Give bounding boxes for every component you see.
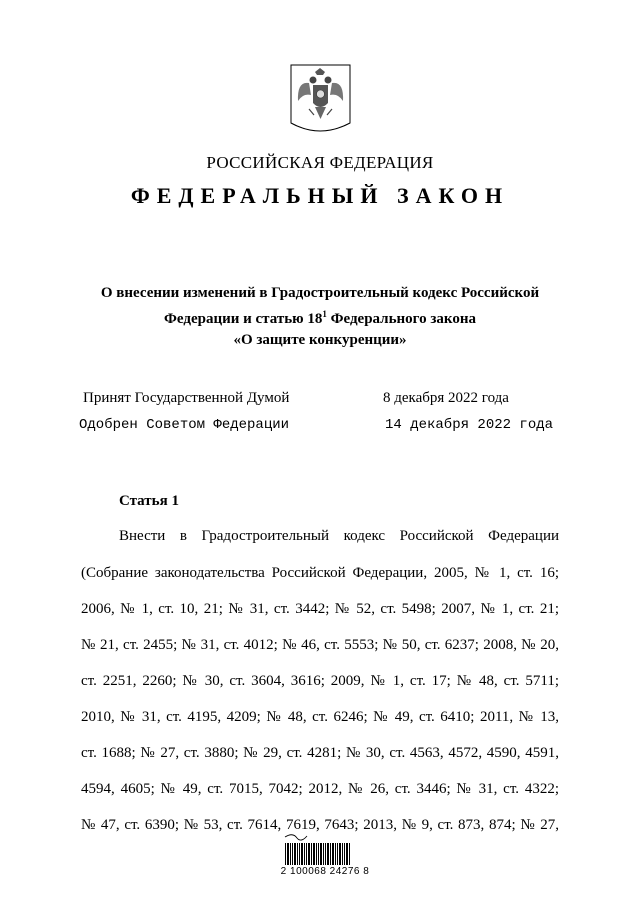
council-approval-date: 14 декабря 2022 года — [385, 417, 554, 433]
duma-adoption-label: Принят Государственной Думой — [83, 390, 290, 406]
article-text-line: 2006, № 1, ст. 10, 21; № 31, ст. 3442; № 52, ст. 5498; 2007, № 1, ст. 21; — [81, 601, 559, 617]
law-title-line-1: О внесении изменений в Градостроительный кодекс Российской — [100, 285, 540, 301]
article-superscript: 1 — [322, 309, 327, 319]
law-title-line-3: «О защите конкуренции» — [233, 332, 407, 348]
coat-of-arms-emblem — [289, 63, 352, 137]
country-heading: РОССИЙСКАЯ ФЕДЕРАЦИЯ — [206, 153, 434, 172]
law-title-line-2 — [60, 304, 580, 330]
law-title — [60, 283, 580, 351]
law-title-line-2-suffix: Федерального закона — [326, 311, 476, 327]
document-type-heading: ФЕДЕРАЛЬНЫЙ ЗАКОН — [130, 183, 510, 208]
article-text-line: ст. 2251, 2260; № 30, ст. 3604, 3616; 2009, № 1, ст. 17; № 48, ст. 5711; — [81, 673, 559, 689]
duma-adoption-date: 8 декабря 2022 года — [383, 390, 509, 406]
article-text-line: № 47, ст. 6390; № 53, ст. 7614, 7619, 7643; 2013, № 9, ст. 873, 874; № 27, — [81, 817, 559, 833]
article-text-line: Внести в Градостроительный кодекс Российской Федерации — [119, 528, 559, 544]
article-heading: Статья 1 — [119, 493, 179, 509]
council-approval-label: Одобрен Советом Федерации — [79, 417, 290, 433]
article-text-line: ст. 1688; № 27, ст. 3880; № 29, ст. 4281; № 30, ст. 4563, 4572, 4590, 4591, — [81, 745, 559, 761]
barcode-number: 2 100068 24276 8 — [280, 866, 370, 877]
article-text-line: 4594, 4605; № 49, ст. 7015, 7042; 2012, № 26, ст. 3446; № 31, ст. 4322; — [81, 781, 559, 797]
law-title-line-2-prefix: Федерации и статью 18 — [164, 311, 323, 327]
article-text-line: 2010, № 31, ст. 4195, 4209; № 48, ст. 6246; № 49, ст. 6410; 2011, № 13, — [81, 709, 559, 725]
article-text-line: № 21, ст. 2455; № 31, ст. 4012; № 46, ст. 5553; № 50, ст. 6237; 2008, № 20, — [81, 637, 559, 653]
article-text-line: (Собрание законодательства Российской Федерации, 2005, № 1, ст. 16; — [81, 565, 559, 581]
